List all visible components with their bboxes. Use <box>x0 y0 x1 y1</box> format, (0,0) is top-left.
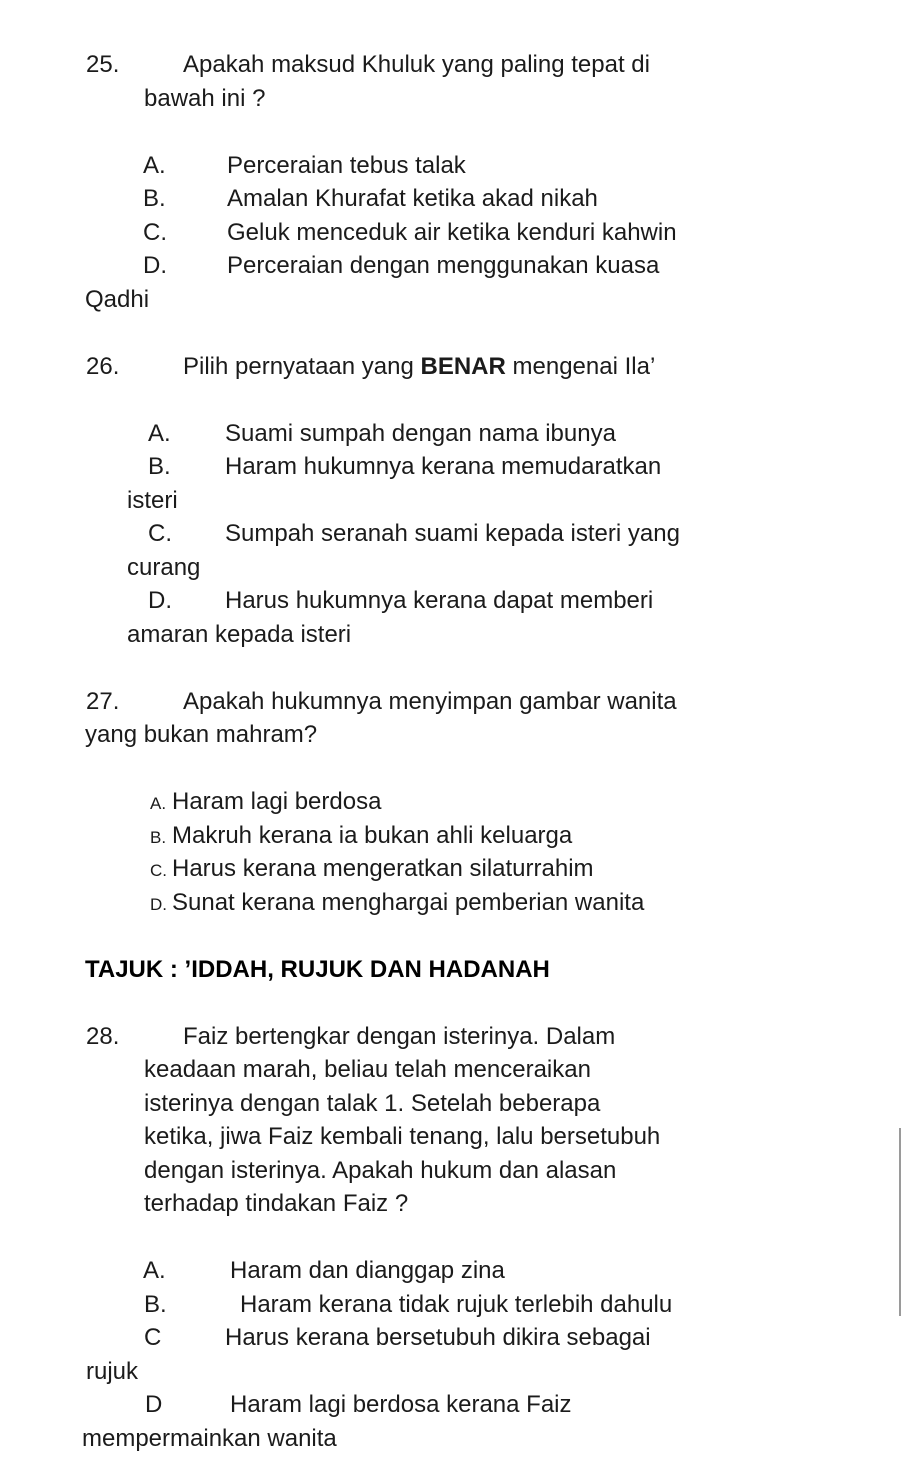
question-25-option-c <box>0 216 903 250</box>
question-28-stem-cont: isterinya dengan talak 1. Setelah beberapa <box>144 1089 601 1117</box>
option-label: D. <box>148 587 172 614</box>
right-edge-line <box>899 1128 901 1316</box>
question-28-line-6 <box>0 1187 903 1221</box>
option-label: D. <box>150 894 167 914</box>
option-text: Perceraian dengan menggunakan kuasa <box>227 252 660 279</box>
question-26-option-a <box>0 417 903 451</box>
spacer <box>0 1221 903 1255</box>
option-text: Sumpah seranah suami kepada isteri yang <box>225 520 680 547</box>
question-27-stem: Apakah hukumnya menyimpan gambar wanita <box>183 687 677 715</box>
question-28-stem: Faiz bertengkar dengan isterinya. Dalam <box>183 1022 616 1050</box>
question-28-line-4 <box>0 1120 903 1154</box>
question-26-stem-bold: BENAR <box>420 352 506 380</box>
question-26-option-c-overflow <box>0 551 903 585</box>
option-label: A. <box>143 1257 166 1284</box>
spacer <box>0 752 903 786</box>
option-label: A. <box>148 419 171 447</box>
question-25-option-d-overflow <box>0 283 903 317</box>
question-25-option-a <box>0 149 903 183</box>
option-label: D. <box>143 252 167 279</box>
spacer <box>0 316 903 350</box>
option-text: Haram lagi berdosa <box>172 788 382 815</box>
option-text: Amalan Khurafat ketika akad nikah <box>227 185 598 212</box>
question-25-number: 25. <box>86 51 120 78</box>
question-28-option-b <box>0 1288 903 1322</box>
question-28-option-a <box>0 1254 903 1288</box>
option-text-cont: rujuk <box>86 1357 139 1385</box>
question-28-line-2 <box>0 1053 903 1087</box>
option-text: Harus kerana bersetubuh dikira sebagai <box>225 1324 651 1351</box>
question-26-option-d-overflow <box>0 618 903 652</box>
question-28-option-d <box>0 1388 903 1422</box>
option-label: C <box>144 1324 162 1351</box>
question-27-line-2 <box>0 718 903 752</box>
option-text: Haram dan dianggap zina <box>230 1257 505 1284</box>
option-text-cont: amaran kepada isteri <box>127 620 352 648</box>
question-28-line-1 <box>0 1020 903 1054</box>
question-26-stem-post: mengenai Ila’ <box>505 352 656 380</box>
question-26-option-c <box>0 517 903 551</box>
option-text: Perceraian tebus talak <box>227 151 466 179</box>
spacer <box>0 383 903 417</box>
option-text: Haram kerana tidak rujuk terlebih dahulu <box>240 1290 673 1318</box>
option-text-cont: isteri <box>127 486 178 514</box>
option-text: Harus hukumnya kerana dapat memberi <box>225 587 654 614</box>
question-27-stem-cont: yang bukan mahram? <box>85 721 318 748</box>
question-26-option-d <box>0 584 903 618</box>
question-28-stem-cont: ketika, jiwa Faiz kembali tenang, lalu bersetubuh <box>144 1123 661 1150</box>
option-label: D <box>145 1391 163 1418</box>
option-label: C. <box>148 520 172 547</box>
question-28-line-3 <box>0 1087 903 1121</box>
option-text: Geluk menceduk air ketika kenduri kahwin <box>227 218 677 246</box>
option-label: B. <box>148 453 171 480</box>
question-27-line-1 <box>0 685 903 719</box>
option-text: Sunat kerana menghargai pemberian wanita <box>172 888 645 916</box>
option-label: B. <box>150 827 167 847</box>
question-28-number: 28. <box>86 1022 120 1050</box>
question-26-number: 26. <box>86 352 120 380</box>
option-text-cont: Qadhi <box>85 285 150 313</box>
question-27-number: 27. <box>86 687 120 715</box>
option-label: A. <box>143 151 166 179</box>
question-28-stem-cont: keadaan marah, beliau telah menceraikan <box>144 1056 591 1083</box>
question-26-stem-pre: Pilih pernyataan yang <box>183 352 421 380</box>
question-27-option-d <box>0 886 903 920</box>
question-28-stem-cont: terhadap tindakan Faiz ? <box>144 1190 409 1217</box>
question-28-line-5 <box>0 1154 903 1188</box>
option-label: C. <box>150 861 167 880</box>
option-label: A. <box>150 794 167 813</box>
question-27-option-a <box>0 785 903 819</box>
section-heading <box>0 953 903 987</box>
question-25-option-d <box>0 249 903 283</box>
option-text: Haram lagi berdosa kerana Faiz <box>230 1391 572 1418</box>
question-28-option-c <box>0 1321 903 1355</box>
option-text-cont: curang <box>127 553 201 581</box>
question-28-option-c-overflow <box>0 1355 903 1389</box>
option-text: Makruh kerana ia bukan ahli keluarga <box>172 821 573 849</box>
option-label: B. <box>143 185 166 212</box>
question-25-stem-cont: bawah ini ? <box>144 84 266 112</box>
option-text: Harus kerana mengeratkan silaturrahim <box>172 855 594 882</box>
question-25-line-1 <box>0 48 903 82</box>
question-26-option-b <box>0 450 903 484</box>
spacer <box>0 651 903 685</box>
question-28-stem-cont: dengan isterinya. Apakah hukum dan alasan <box>144 1156 617 1184</box>
option-label: B. <box>144 1290 167 1318</box>
option-text: Suami sumpah dengan nama ibunya <box>225 419 616 447</box>
spacer <box>0 115 903 149</box>
question-26-line-1 <box>0 350 903 384</box>
option-text: Haram hukumnya kerana memudaratkan <box>225 453 662 480</box>
option-text-cont: mempermainkan wanita <box>82 1424 337 1452</box>
question-25-line-2 <box>0 82 903 116</box>
question-25-option-b <box>0 182 903 216</box>
spacer <box>0 919 903 953</box>
option-label: C. <box>143 218 167 246</box>
section-heading-text: TAJUK : ’IDDAH, RUJUK DAN HADANAH <box>85 955 550 983</box>
question-28-option-d-overflow <box>0 1422 903 1456</box>
question-26-option-b-overflow <box>0 484 903 518</box>
question-25-stem: Apakah maksud Khuluk yang paling tepat di <box>183 51 650 78</box>
spacer <box>0 986 903 1020</box>
question-27-option-b <box>0 819 903 853</box>
question-27-option-c <box>0 852 903 886</box>
